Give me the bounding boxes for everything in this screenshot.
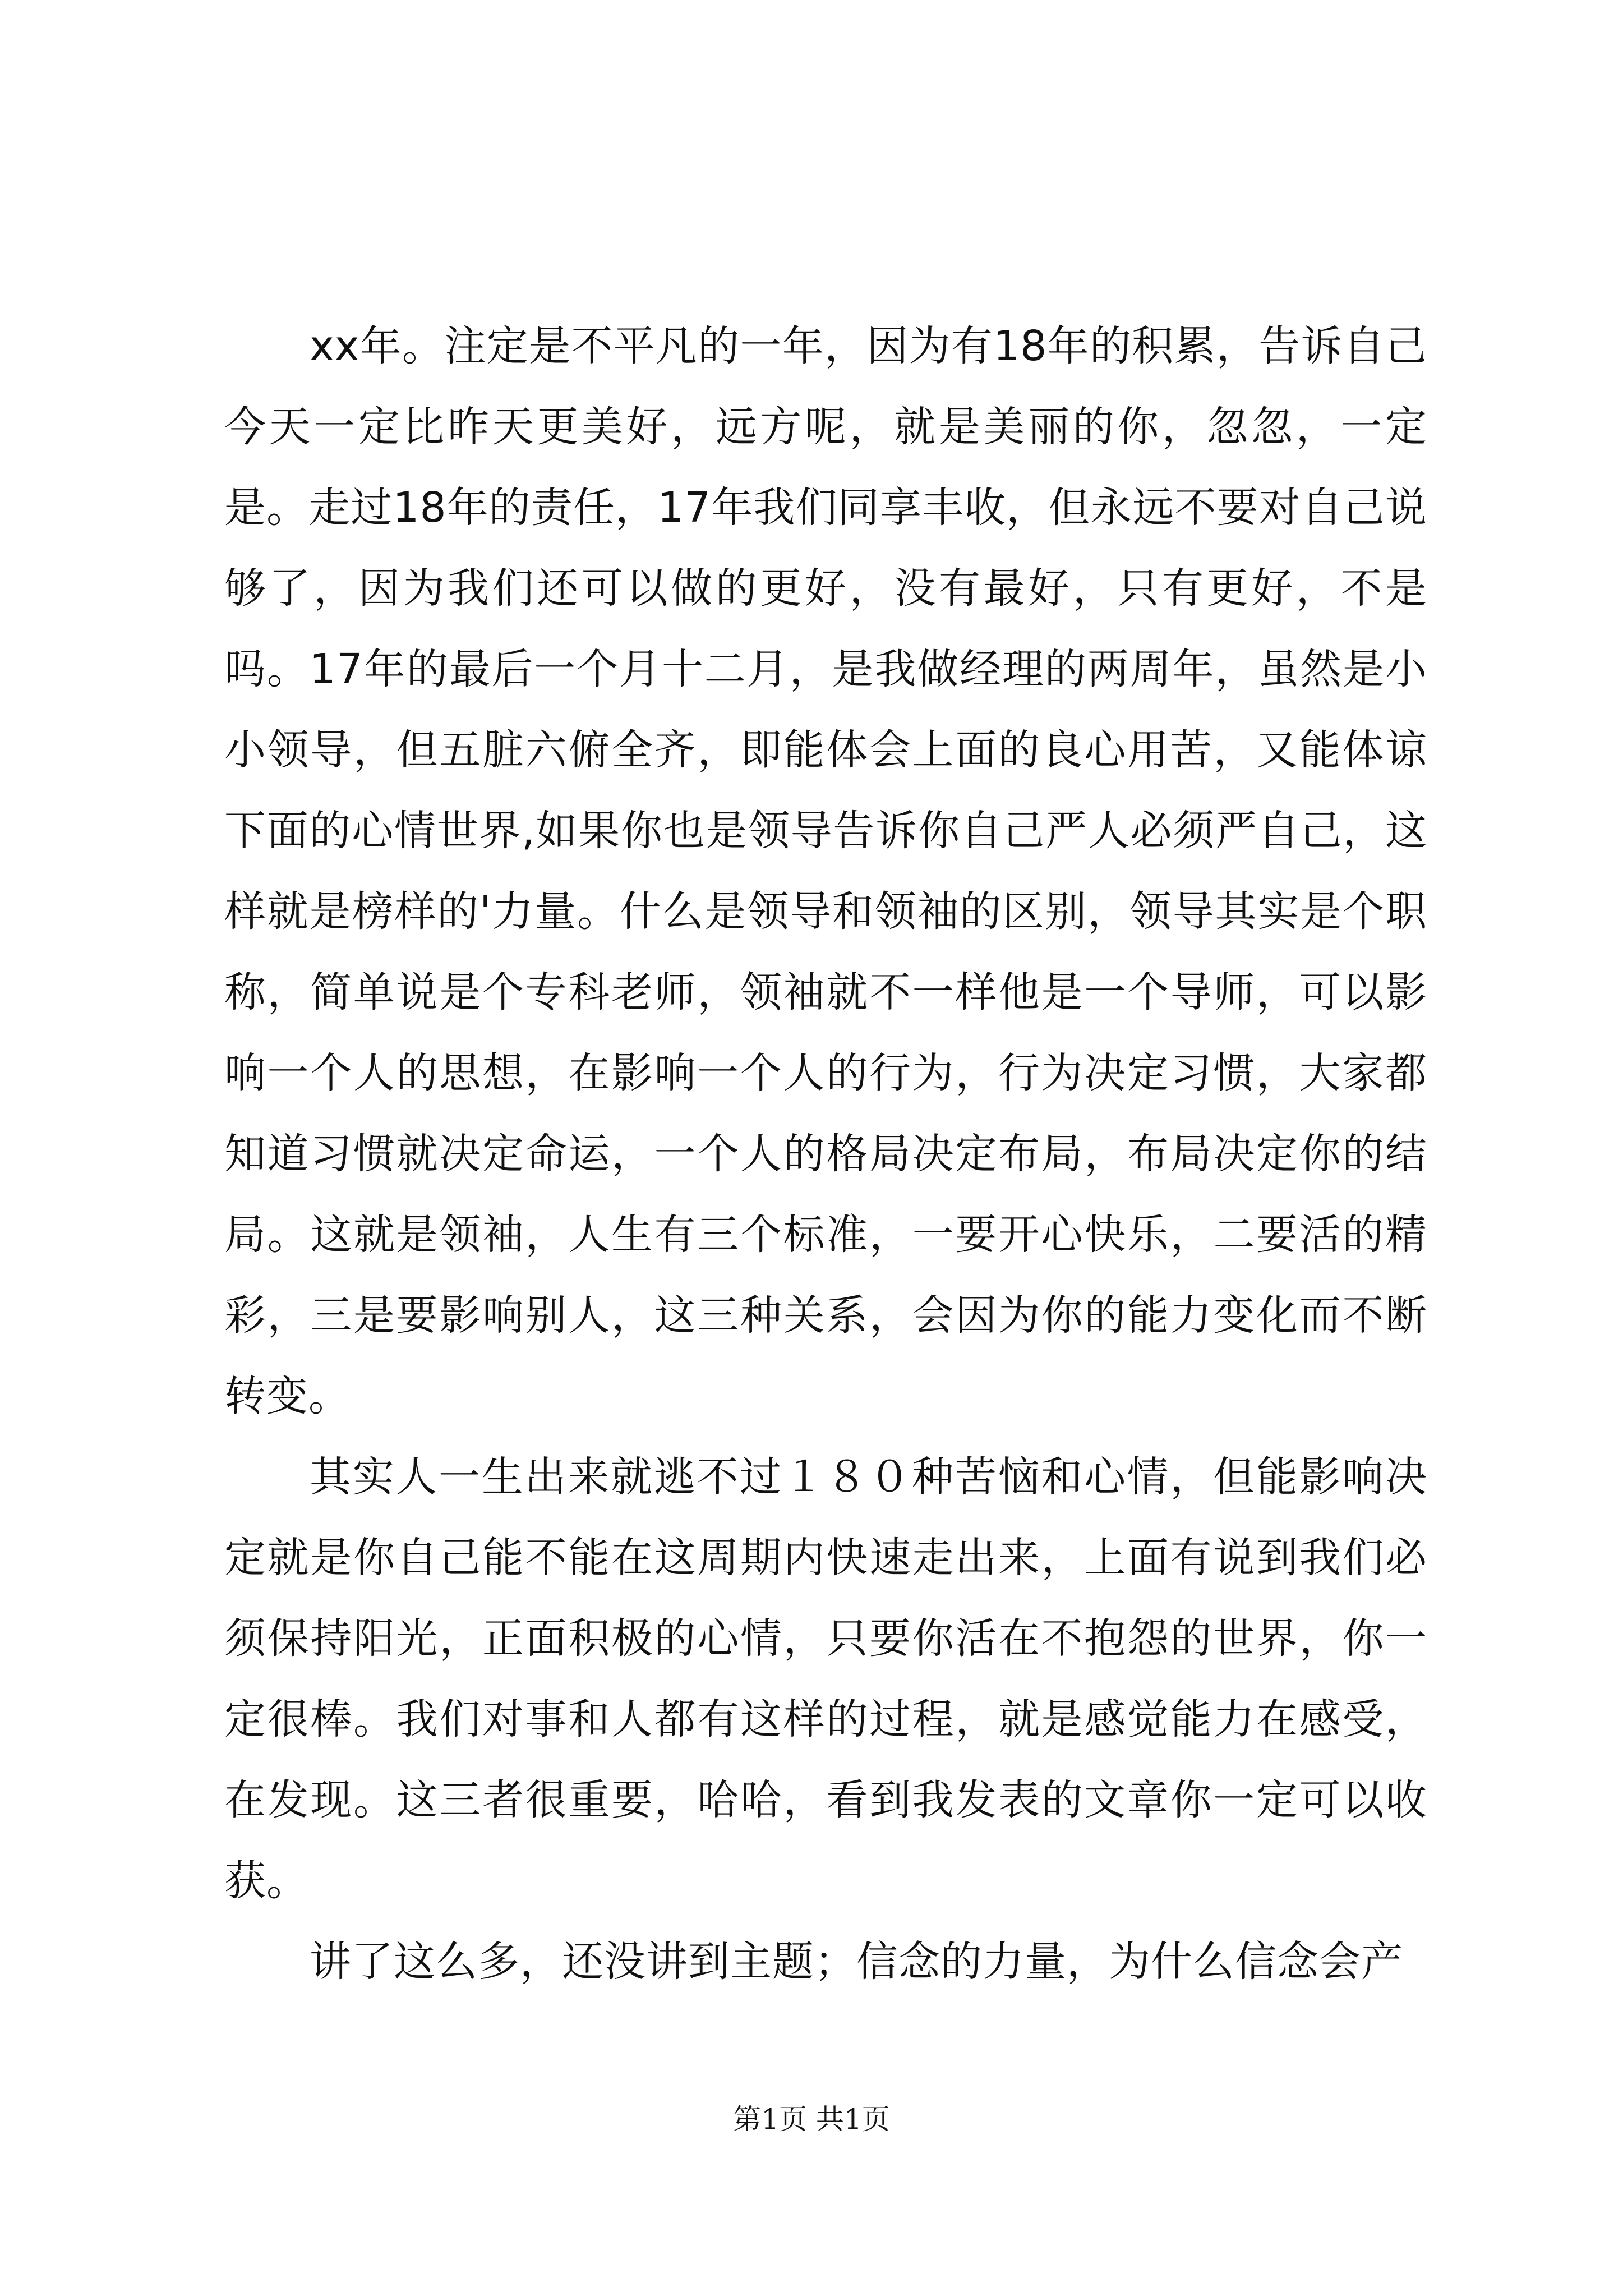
document-body (224, 306, 1427, 2002)
paragraph-3: 讲了这么多，还没讲到主题；信念的力量，为什么信念会产 (310, 1938, 1403, 1986)
page-number-footer: 第1页 共1页 (733, 2103, 890, 2136)
paragraph-2: 其实人一生出来就逃不过１８０种苦恼和心情，但能影响决定就是你自己能不能在这周期内快速走出来，上面有说到我们必须保持阳光，正面积极的心情，只要你活在不抱怨的世界，你一定很棒。我们对事和人都有这样的过程，就是感觉能力在感受，在发现。这三者很重要，哈哈，看到我发表的文章你一定可以收获。 (224, 1453, 1427, 1905)
paragraph-1: xx年。注定是不平凡的一年，因为有18年的积累，告诉自己今天一定比昨天更美好，远方呢，就是美丽的你，忽忽，一定是。走过18年的责任，17年我们同享丰收，但永远不要对自己说够了，因为我们还可以做的更好，没有最好，只有更好，不是吗。17年的最后一个月十二月，是我做经理的两周年，虽然是小小领导，但五脏六俯全齐，即能体会上面的良心用苦，又能体谅下面的心情世界,如果你也是领导告诉你自己严人必须严自己，这样就是榜样的'力量。什么是领导和领袖的区别，领导其实是个职称，简单说是个专科老师，领袖就不一样他是一个导师，可以影响一个人的思想，在影响一个人的行为，行为决定习惯，大家都知道习惯就决定命运，一个人的格局决定布局，布局决定你的结局。这就是领袖，人生有三个标准，一要开心快乐，二要活的精彩，三是要影响别人，这三种关系，会因为你的能力变化而不断转变。 (224, 322, 1427, 1420)
